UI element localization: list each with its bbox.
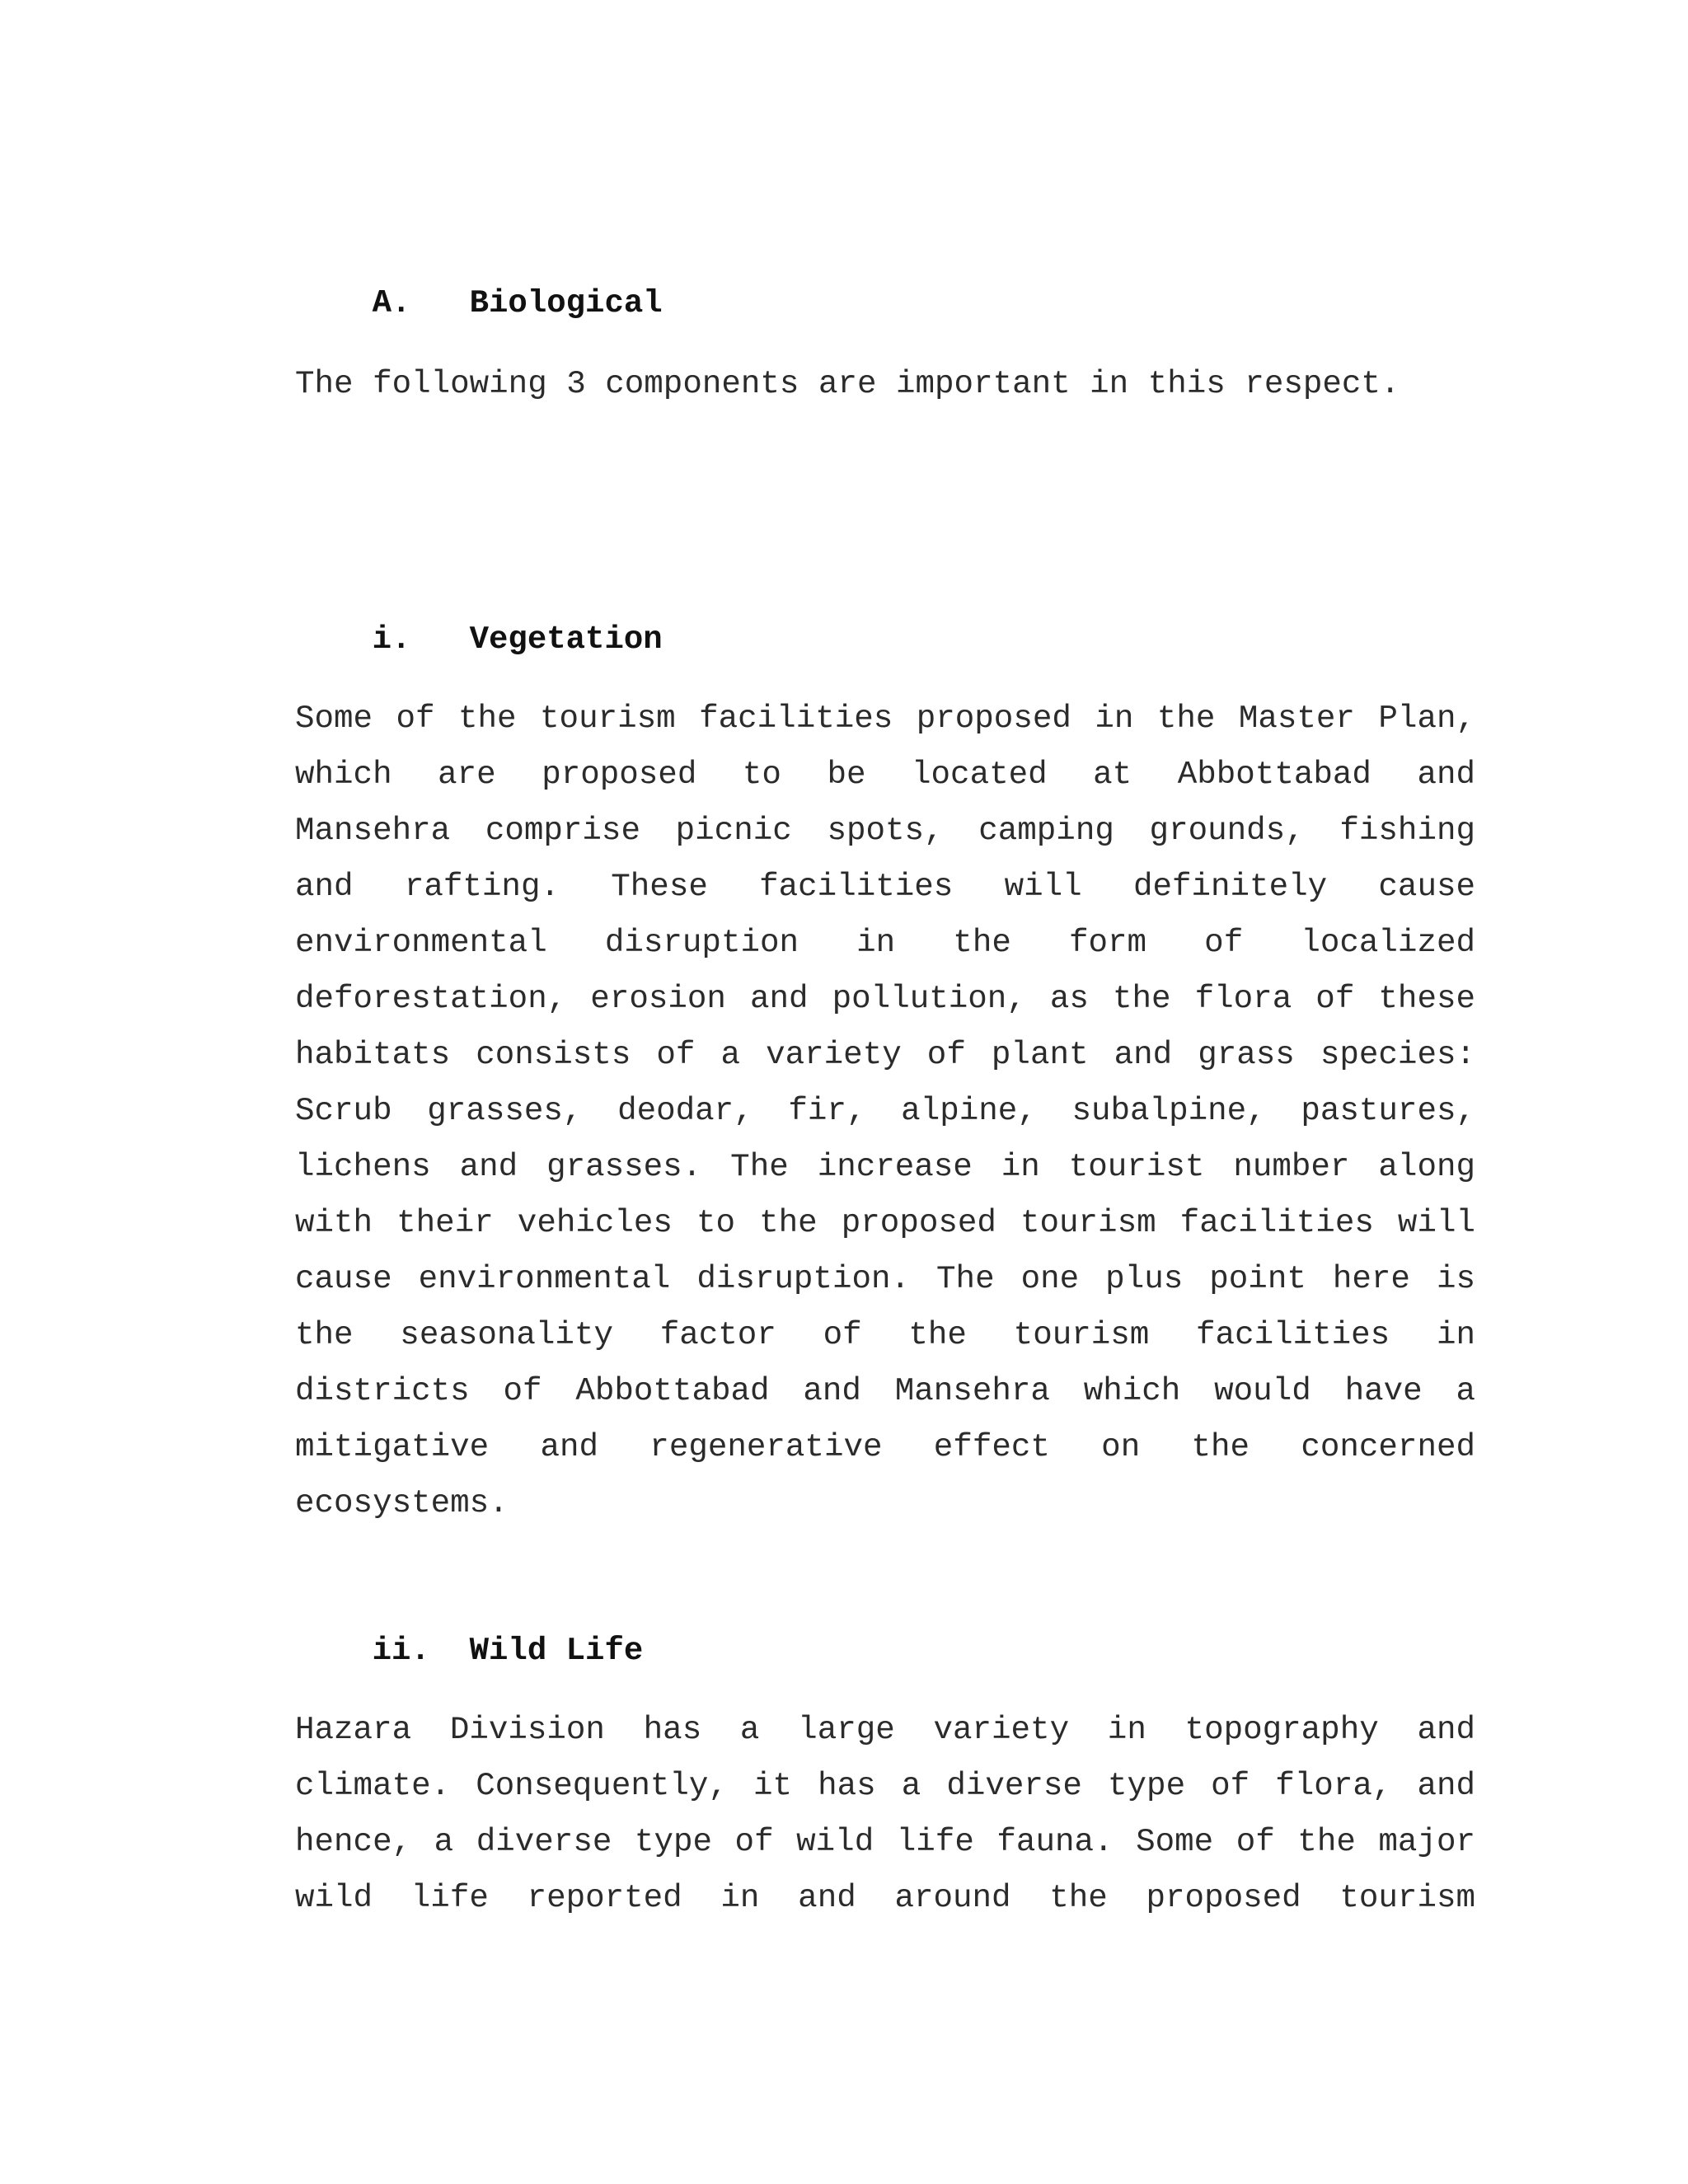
section-number: A. [372, 285, 411, 321]
intro-paragraph: The following 3 components are important in this respect. [295, 365, 1400, 402]
vegetation-paragraph [295, 691, 1475, 1531]
paragraph-line: with their vehicles to the proposed tourism facilities will [295, 1204, 1475, 1241]
subsection-number: i. [372, 621, 411, 658]
paragraph-line: and rafting. These facilities will definitely cause [295, 868, 1475, 905]
subsection-title: Wild Life [469, 1633, 644, 1669]
paragraph-line: the seasonality factor of the tourism facilities in [295, 1316, 1475, 1353]
section-heading-biological [295, 255, 663, 352]
subsection-title: Vegetation [469, 621, 663, 658]
section-title: Biological [469, 285, 663, 321]
wild-life-paragraph [295, 1702, 1475, 1926]
paragraph-line: hence, a diverse type of wild life fauna. Some of the major [295, 1823, 1475, 1860]
paragraph-line: Mansehra comprise picnic spots, camping grounds, fishing [295, 812, 1475, 849]
subsection-number: ii. [372, 1633, 430, 1669]
paragraph-line: environmental disruption in the form of localized [295, 924, 1475, 961]
paragraph-line: cause environmental disruption. The one plus point here is [295, 1260, 1475, 1297]
paragraph-line: lichens and grasses. The increase in tourist number along [295, 1148, 1475, 1185]
subsection-heading-wild-life [295, 1603, 643, 1699]
paragraph-line: districts of Abbottabad and Mansehra which would have a [295, 1372, 1475, 1409]
paragraph-line: Some of the tourism facilities proposed in the Master Plan, [295, 700, 1475, 737]
paragraph-line: Hazara Division has a large variety in topography and [295, 1711, 1475, 1748]
subsection-heading-vegetation [295, 592, 663, 688]
paragraph-line: ecosystems. [295, 1484, 509, 1521]
paragraph-line: climate. Consequently, it has a diverse type of flora, and [295, 1767, 1475, 1804]
paragraph-line: mitigative and regenerative effect on the concerned [295, 1428, 1475, 1465]
paragraph-line: wild life reported in and around the proposed tourism [295, 1879, 1475, 1916]
paragraph-line: habitats consists of a variety of plant and grass species: [295, 1036, 1475, 1073]
paragraph-line: Scrub grasses, deodar, fir, alpine, subalpine, pastures, [295, 1092, 1475, 1129]
paragraph-line: deforestation, erosion and pollution, as the flora of these [295, 980, 1475, 1017]
paragraph-line: which are proposed to be located at Abbottabad and [295, 756, 1475, 793]
